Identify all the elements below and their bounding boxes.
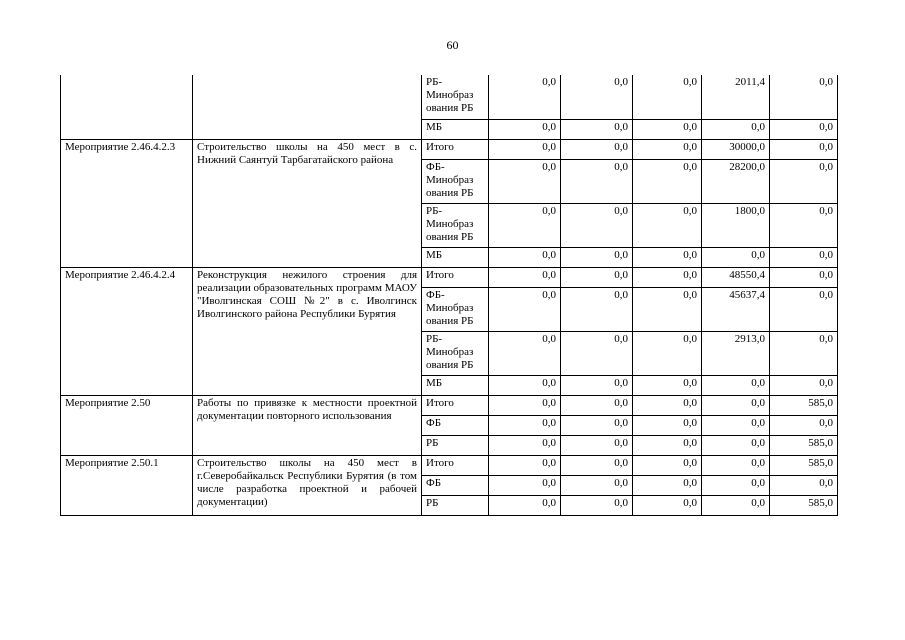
funding-source-cell: ФБ- Минобраз ования РБ	[422, 159, 489, 203]
amount-cell: 0,0	[702, 395, 770, 415]
amount-cell: 0,0	[489, 287, 561, 331]
amount-cell: 0,0	[561, 287, 633, 331]
table-row	[61, 395, 838, 415]
amount-cell: 0,0	[561, 119, 633, 139]
amount-cell: 0,0	[561, 331, 633, 375]
amount-cell: 0,0	[770, 331, 838, 375]
table-row	[61, 267, 838, 287]
amount-cell: 0,0	[633, 203, 702, 247]
table-row	[61, 139, 838, 159]
funding-source-cell: МБ	[422, 247, 489, 267]
amount-cell: 0,0	[633, 159, 702, 203]
funding-source-cell: Итого	[422, 267, 489, 287]
amount-cell: 0,0	[489, 75, 561, 119]
amount-cell: 0,0	[489, 395, 561, 415]
funding-source-cell: РБ	[422, 435, 489, 455]
amount-cell: 0,0	[633, 475, 702, 495]
table-row	[61, 75, 838, 119]
table-row	[61, 455, 838, 475]
amount-cell: 0,0	[770, 75, 838, 119]
measure-description-cell: Строительство школы на 450 мест в г.Северобайкальск Республики Бурятия (в том числе разработка проектной и рабочей документации)	[193, 455, 422, 515]
measure-id-cell: Мероприятие 2.50.1	[61, 455, 193, 515]
measure-description-cell	[193, 75, 422, 139]
funding-source-cell: РБ	[422, 495, 489, 515]
amount-cell: 0,0	[633, 267, 702, 287]
amount-cell: 0,0	[702, 435, 770, 455]
amount-cell: 0,0	[633, 495, 702, 515]
amount-cell: 0,0	[561, 247, 633, 267]
funding-source-cell: МБ	[422, 119, 489, 139]
budget-table	[60, 75, 838, 516]
amount-cell: 48550,4	[702, 267, 770, 287]
funding-source-cell: МБ	[422, 375, 489, 395]
measure-id-cell	[61, 75, 193, 139]
measure-id-cell: Мероприятие 2.46.4.2.4	[61, 267, 193, 395]
amount-cell: 0,0	[561, 475, 633, 495]
amount-cell: 585,0	[770, 495, 838, 515]
funding-source-cell: ФБ	[422, 475, 489, 495]
amount-cell: 0,0	[561, 435, 633, 455]
amount-cell: 0,0	[489, 435, 561, 455]
amount-cell: 0,0	[489, 267, 561, 287]
amount-cell: 0,0	[770, 287, 838, 331]
amount-cell: 2913,0	[702, 331, 770, 375]
amount-cell: 28200,0	[702, 159, 770, 203]
amount-cell: 0,0	[561, 415, 633, 435]
amount-cell: 0,0	[489, 247, 561, 267]
table-body	[61, 75, 838, 515]
amount-cell: 0,0	[633, 75, 702, 119]
amount-cell: 0,0	[702, 375, 770, 395]
amount-cell: 0,0	[633, 331, 702, 375]
amount-cell: 0,0	[702, 415, 770, 435]
funding-source-cell: РБ- Минобраз ования РБ	[422, 331, 489, 375]
amount-cell: 585,0	[770, 435, 838, 455]
amount-cell: 0,0	[633, 375, 702, 395]
amount-cell: 0,0	[489, 415, 561, 435]
page-number: 60	[446, 38, 459, 52]
amount-cell: 0,0	[770, 203, 838, 247]
amount-cell: 0,0	[702, 455, 770, 475]
amount-cell: 585,0	[770, 395, 838, 415]
amount-cell: 0,0	[633, 435, 702, 455]
amount-cell: 1800,0	[702, 203, 770, 247]
amount-cell: 0,0	[561, 395, 633, 415]
amount-cell: 0,0	[702, 119, 770, 139]
amount-cell: 0,0	[561, 75, 633, 119]
amount-cell: 2011,4	[702, 75, 770, 119]
amount-cell: 0,0	[770, 247, 838, 267]
measure-id-cell: Мероприятие 2.46.4.2.3	[61, 139, 193, 267]
amount-cell: 0,0	[633, 415, 702, 435]
amount-cell: 0,0	[561, 375, 633, 395]
measure-description-cell: Строительство школы на 450 мест в с. Нижний Саянтуй Тарбагатайского района	[193, 139, 422, 267]
measure-id-cell: Мероприятие 2.50	[61, 395, 193, 455]
amount-cell: 0,0	[489, 139, 561, 159]
amount-cell: 0,0	[561, 139, 633, 159]
amount-cell: 0,0	[633, 119, 702, 139]
amount-cell: 0,0	[489, 375, 561, 395]
amount-cell: 0,0	[633, 247, 702, 267]
amount-cell: 0,0	[770, 267, 838, 287]
amount-cell: 0,0	[489, 475, 561, 495]
amount-cell: 0,0	[633, 455, 702, 475]
amount-cell: 0,0	[770, 119, 838, 139]
measure-description-cell: Реконструкция нежилого строения для реализации образовательных программ МАОУ "Иволгинская СОШ №2" в с. Иволгинск Иволгинского района Республики Бурятия	[193, 267, 422, 395]
measure-description-cell: Работы по привязке к местности проектной документации повторного использования	[193, 395, 422, 455]
funding-source-cell: ФБ	[422, 415, 489, 435]
amount-cell: 0,0	[702, 247, 770, 267]
amount-cell: 0,0	[633, 395, 702, 415]
amount-cell: 45637,4	[702, 287, 770, 331]
amount-cell: 0,0	[489, 455, 561, 475]
amount-cell: 30000,0	[702, 139, 770, 159]
amount-cell: 0,0	[489, 119, 561, 139]
funding-source-cell: ФБ- Минобраз ования РБ	[422, 287, 489, 331]
amount-cell: 0,0	[770, 415, 838, 435]
amount-cell: 0,0	[561, 159, 633, 203]
funding-source-cell: РБ- Минобраз ования РБ	[422, 203, 489, 247]
amount-cell: 0,0	[633, 287, 702, 331]
funding-source-cell: РБ- Минобраз ования РБ	[422, 75, 489, 119]
amount-cell: 0,0	[561, 455, 633, 475]
funding-source-cell: Итого	[422, 455, 489, 475]
amount-cell: 0,0	[489, 203, 561, 247]
amount-cell: 0,0	[702, 495, 770, 515]
funding-source-cell: Итого	[422, 139, 489, 159]
amount-cell: 0,0	[702, 475, 770, 495]
amount-cell: 0,0	[561, 267, 633, 287]
amount-cell: 585,0	[770, 455, 838, 475]
amount-cell: 0,0	[770, 475, 838, 495]
amount-cell: 0,0	[633, 139, 702, 159]
amount-cell: 0,0	[489, 331, 561, 375]
amount-cell: 0,0	[770, 139, 838, 159]
amount-cell: 0,0	[770, 375, 838, 395]
amount-cell: 0,0	[561, 203, 633, 247]
amount-cell: 0,0	[561, 495, 633, 515]
amount-cell: 0,0	[489, 495, 561, 515]
amount-cell: 0,0	[489, 159, 561, 203]
funding-source-cell: Итого	[422, 395, 489, 415]
amount-cell: 0,0	[770, 159, 838, 203]
